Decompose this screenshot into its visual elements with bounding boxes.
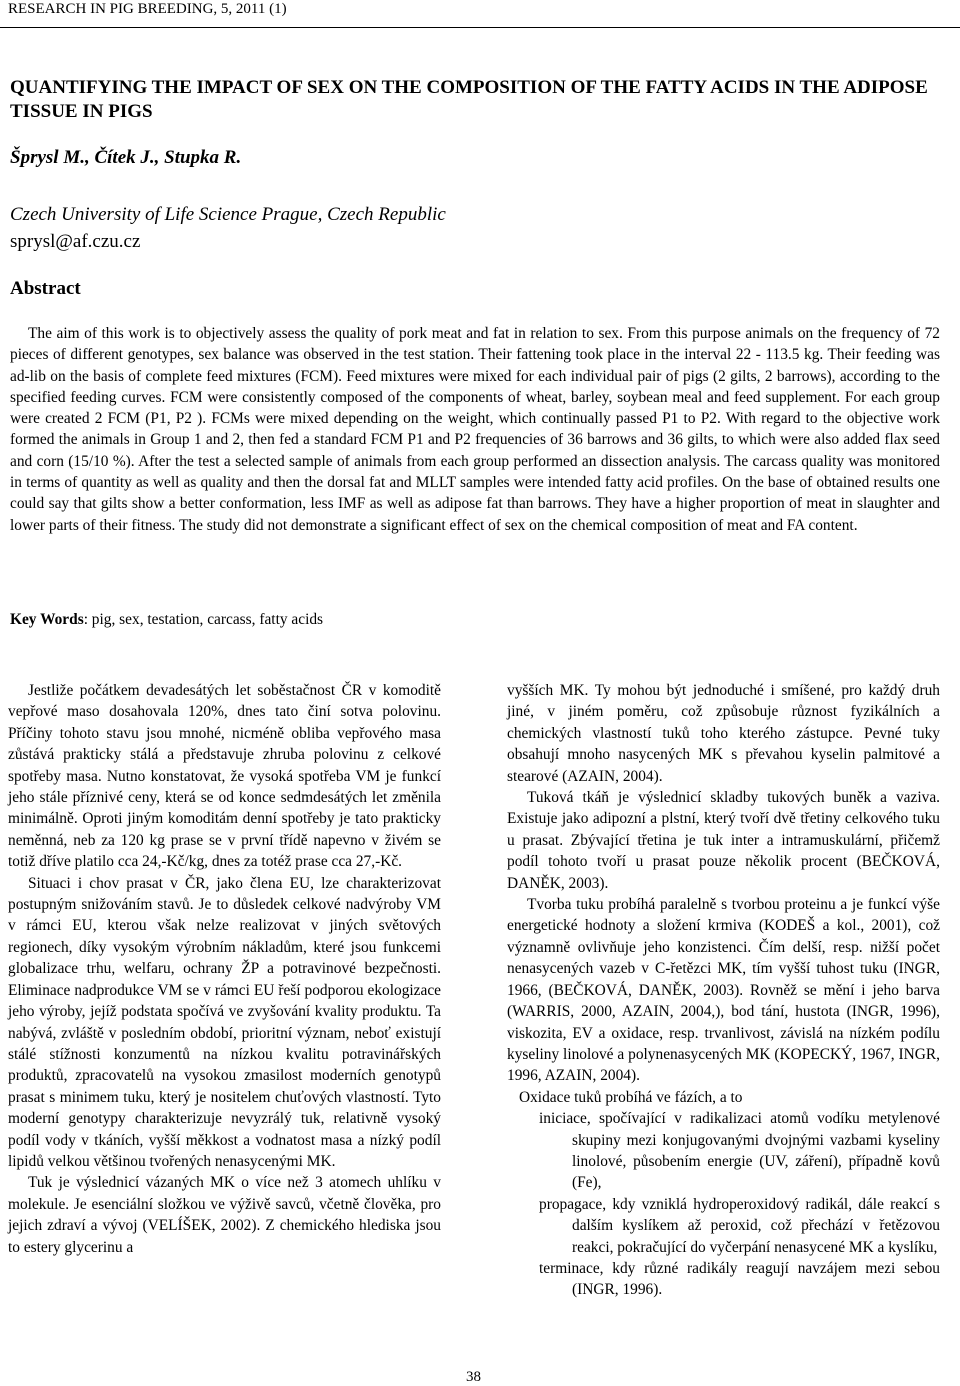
body-paragraph: Tvorba tuku probíhá paralelně s tvorbou proteinu a je funkcí výše energetické hodnoty a složení krmiva (KODEŠ a kol., 2001), což významně ovlivňuje jeho konzistenci. Čím delší, resp. nižší počet nenasycených vazeb v C-řetězci MK, tím vyšší tuhost tuku (INGR, 1966, (BEČKOVÁ, DANĚK, 2003). Rovněž se mění i jeho barva (WARRIS, 2000, AZAIN, 2004,), bod tání, hustota (INGR, 1996), viskozita, EV a oxidace, resp. trvanlivost, závislá na nízkém podílu kyseliny linolové a polynenasycených MK (KOPECKÝ, 1967, INGR, 1996, AZAIN, 2004). xyxy=(507,896,940,1085)
left-column xyxy=(8,680,441,1258)
header-rule xyxy=(0,27,960,28)
list-item: terminace, kdy různé radikály reagují navzájem mezi sebou (INGR, 1996). xyxy=(539,1259,940,1299)
body-paragraph: Jestliže počátkem devadesátých let soběstačnost ČR v komoditě vepřové maso dosahovala 120%, dnes tato činí sotva polovinu. Příčiny tohoto stavu jsou mnohé, nicméně obliba vepřového masa zůstává prakticky stálá a představuje zhruba polovinu z celkové spotřeby masa. Nutno konstatovat, že vysoká spotřeba VM je funkcí jeho stále příznivé ceny, která se od konce sedmdesátých let změnila minimálně. Oproti jiným komoditám denní spotřeby je tato prakticky neměnná, neb za 120 kg prase se v první třídě napevno v živém se totiž dříve platilo cca 24,-Kč/kg, dnes za totéž prase cca 27,-Kč. xyxy=(8,682,441,871)
affiliation-block xyxy=(10,203,446,257)
running-head: RESEARCH IN PIG BREEDING, 5, 2011 (1) xyxy=(8,1,287,17)
keywords-label: Key Words xyxy=(10,611,84,628)
email: sprysl@af.czu.cz xyxy=(10,231,141,252)
affiliation: Czech University of Life Science Prague, Czech Republic xyxy=(10,204,446,225)
authors: Šprysl M., Čítek J., Stupka R. xyxy=(10,147,242,168)
abstract-text: The aim of this work is to objectively assess the quality of pork meat and fat in relation to sex. From this purpose animals on the frequency of 72 pieces of different genotypes, sex balance was observed in the test station. Their fattening took place in the interval 22 - 113.5 kg. Their feeding was ad-lib on the basis of complete feed mixtures (FCM). Feed mixtures were mixed for each individual pair of pigs (2 gilts, 2 barrows), according to the specified feeding curves. FCM were consistently composed of the components of wheat, barley, soybean meal and feed supplement. For each group were created 2 FCM (P1, P2 ). FCMs were mixed depending on the weight, which continually passed P1 to P2. With regard to the objective work formed the animals in Group 1 and 2, then fed a standard FCM P1 and P2 frequencies of 36 barrows and 36 gilts, to which were also added flax seed and corn (15/10 %). After the test a selected sample of animals from each group performed an dissection analysis. The carcass quality was monitored in terms of quantity as well as quality and then the dorsal fat and MLLT samples were intended fatty acid profiles. On the base of obtained results one could say that gilts show a better conformation, less IMF as well as adipose fat than barrows. They have a higher proportion of meat in slaughter and lower parts of their fitness. The study did not demonstrate a significant effect of sex on the chemical composition of meat and FA content. xyxy=(10,325,940,534)
body-paragraph: vyšších MK. Ty mohou být jednoduché i smíšené, pro každý druh jiné, v jiném poměru, což způsobuje různost fyzikálních a chemických vlastností tuků toho kterého zástupce. Pevné tuky obsahují mnoho nasycených MK s převahou kyselin palmitové a stearové (AZAIN, 2004). xyxy=(507,682,940,785)
page-number: 38 xyxy=(466,1369,481,1385)
body-paragraph: Tuk je výslednicí vázaných MK o více než 3 atomech uhlíku v molekule. Je esenciální složkou ve výživě savců, včetně člověka, pro jejich zdraví a vývoj (VELÍŠEK, 2002). Z chemického hlediska jsou to estery glycerinu a xyxy=(8,1174,441,1256)
body-paragraph: Tuková tkáň je výslednicí skladby tukových buněk a vaziva. Existuje jako adipozní a plstní, který tvoří dvě třetiny celkového tuku u prasat. Zbývající třetina je tuk inter a intramuskulární, přičemž podíl tohoto tvoří u prasat pouze několik procent (BEČKOVÁ, DANĚK, 2003). xyxy=(507,789,940,892)
list-item: propagace, kdy vzniklá hydroperoxidový radikál, dále reakcí s dalším kyslíkem až peroxid, což přechází v řetězovou reakci, pokračující do vyčerpání nenasycené MK a kyslíku, xyxy=(539,1195,940,1256)
paper-title: QUANTIFYING THE IMPACT OF SEX ON THE COMPOSITION OF THE FATTY ACIDS IN THE ADIPOSE TISSUE IN PIGS xyxy=(10,77,928,122)
keywords-list: : pig, sex, testation, carcass, fatty acids xyxy=(83,611,324,628)
keywords xyxy=(10,609,323,630)
list-item: iniciace, spočívající v radikalizaci atomů vodíku metylenové skupiny mezi konjugovanými dvojnými vazbami kyseliny linolové, působením energie (UV, záření), případně kovů (Fe), xyxy=(539,1110,940,1192)
body-paragraph: Oxidace tuků probíhá ve fázích, a to xyxy=(519,1088,743,1106)
body-paragraph: Situaci i chov prasat v ČR, jako člena EU, lze charakterizovat postupným snižováním stavů. Je to důsledek celkové nadvýroby VM v rámci EU, kterou však nelze realizovat v jiných světových regionech, díky vysokým výrobním nákladům, které jsou funkcemi globalizace trhu, welfaru, ochrany ŽP a potravinové bezpečnosti. Eliminace nadprodukce VM se v rámci EU řeší podporou ekologizace jeho výroby, jejíž podstata spočívá ve zvyšování kvality produktu. Ta nabývá, zvláště v posledním období, prioritní význam, neboť existují stálé stížnosti konzumentů na nízkou kvalitu potravinářských produktů, zpracovatelů na vysokou zmasilost moderních genotypů prasat s minimem tuku, který je nositelem chuťových vlastností. Tyto moderní genotypy charakterizuje nevyzrálý tuk, relativně vysoký podíl vody v tkáních, vyšší měkkost a vodnatost masa a nízký podíl lipidů velkou většinou tvořených nenasycenými MK. xyxy=(8,874,441,1170)
right-column xyxy=(507,680,940,1301)
abstract-heading: Abstract xyxy=(10,278,81,299)
